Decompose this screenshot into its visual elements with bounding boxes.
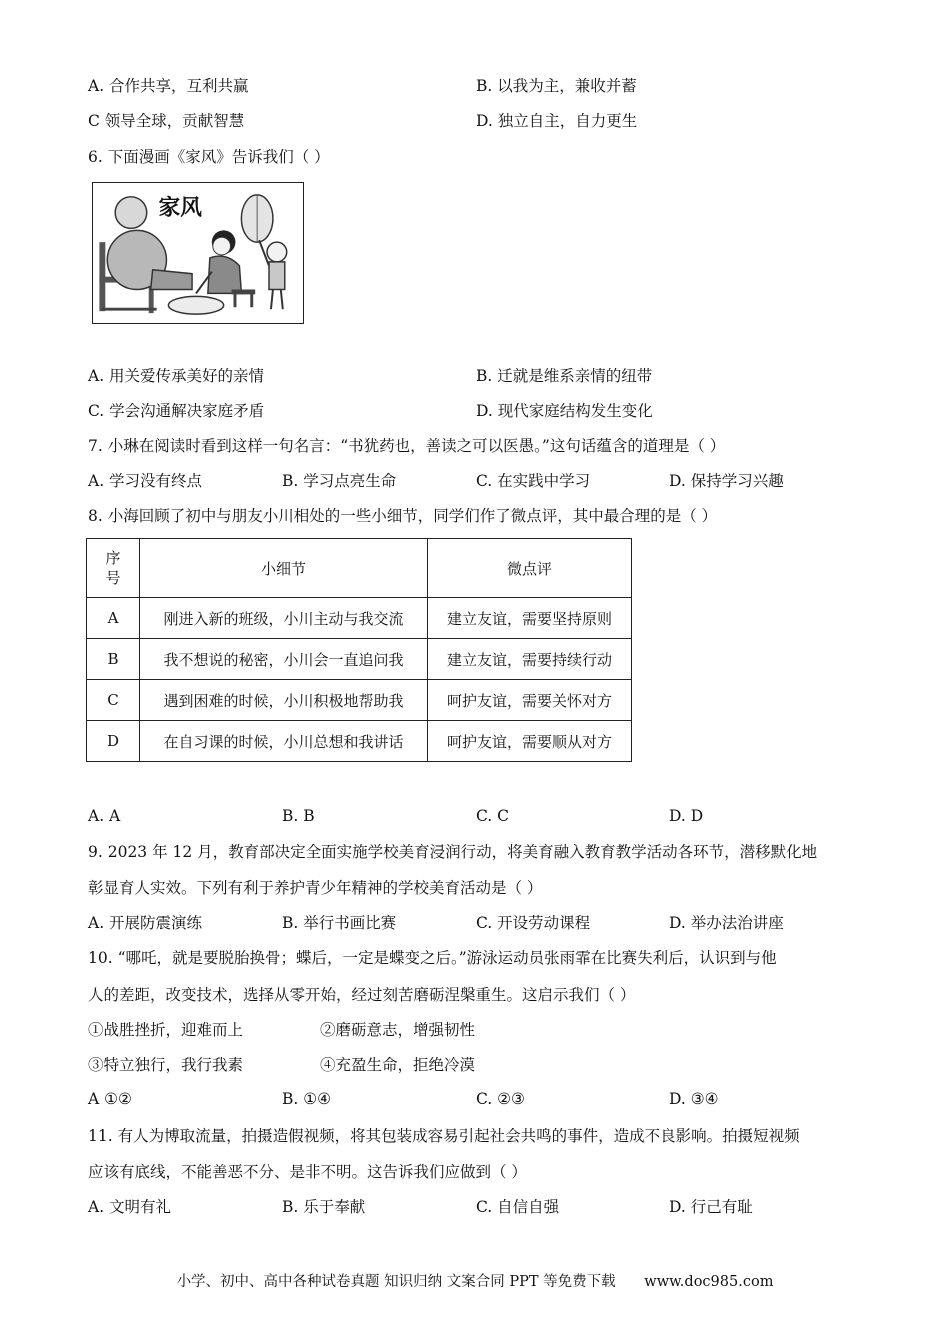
q10-option-b: B. ①④ bbox=[282, 1090, 332, 1108]
q10-option-c: C. ②③ bbox=[476, 1090, 525, 1108]
header-detail: 小细节 bbox=[140, 539, 428, 598]
q9-option-a: A. 开展防震演练 bbox=[88, 914, 203, 932]
q7-stem: 7. 小琳在阅读时看到这样一句名言：“书犹药也，善读之可以医愚。”这句话蕴含的道理是（ ） bbox=[88, 437, 726, 455]
q6-option-b: B. 迁就是维系亲情的纽带 bbox=[476, 367, 653, 385]
q6-option-a: A. 用关爱传承美好的亲情 bbox=[88, 367, 265, 385]
q11-option-c: C. 自信自强 bbox=[476, 1198, 560, 1216]
row-d-detail: 在自习课的时候，小川总想和我讲话 bbox=[140, 721, 428, 762]
q11-option-a: A. 文明有礼 bbox=[88, 1198, 172, 1216]
q8-option-b: B. B bbox=[282, 807, 315, 825]
q10-stem-line1: 10. “哪吒，就是要脱胎换骨；蝶后，一定是蝶变之后。”游泳运动员张雨霏在比赛失利后，认识到与他 bbox=[88, 949, 777, 967]
table-row bbox=[87, 721, 632, 762]
q6-option-c: C. 学会沟通解决家庭矛盾 bbox=[88, 402, 265, 420]
comic-title: 家风 bbox=[158, 195, 202, 221]
q9-stem-line2: 彰显育人实效。下列有利于养护青少年精神的学校美育活动是（ ） bbox=[88, 879, 543, 897]
q8-option-a: A. A bbox=[88, 807, 121, 825]
q9-option-c: C. 开设劳动课程 bbox=[476, 914, 591, 932]
row-c-detail: 遇到困难的时候，小川积极地帮助我 bbox=[140, 680, 428, 721]
row-c-label: C bbox=[87, 680, 140, 721]
footer-text: 小学、初中、高中各种试卷真题 知识归纳 文案合同 PPT 等免费下载 bbox=[176, 1274, 616, 1290]
q7-option-b: B. 学习点亮生命 bbox=[282, 472, 397, 490]
q10-stem-line2: 人的差距，改变技术，选择从零开始，经过刻苦磨砺涅槃重生。这启示我们（ ） bbox=[88, 986, 636, 1004]
table-header-row bbox=[87, 539, 632, 598]
q5-option-b: B. 以我为主，兼收并蓄 bbox=[476, 77, 637, 95]
row-d-comment: 呵护友谊，需要顺从对方 bbox=[428, 721, 632, 762]
q5-option-c: C 领导全球，贡献智慧 bbox=[88, 112, 245, 130]
q10-option-a: A ①② bbox=[88, 1090, 132, 1108]
q7-option-c: C. 在实践中学习 bbox=[476, 472, 591, 490]
q11-option-b: B. 乐于奉献 bbox=[282, 1198, 366, 1216]
q8-table bbox=[86, 538, 632, 762]
q10-item-4: ④充盈生命，拒绝冷漠 bbox=[320, 1056, 476, 1074]
page-footer bbox=[0, 1270, 950, 1291]
q6-stem: 6. 下面漫画《家风》告诉我们（ ） bbox=[88, 148, 330, 166]
q7-option-a: A. 学习没有终点 bbox=[88, 472, 203, 490]
header-seq bbox=[87, 539, 140, 598]
row-a-label: A bbox=[87, 598, 140, 639]
q6-option-d: D. 现代家庭结构发生变化 bbox=[476, 402, 653, 420]
q11-stem-line1: 11. 有人为博取流量，拍摄造假视频，将其包装成容易引起社会共鸣的事件，造成不良影响。拍摄短视频 bbox=[88, 1127, 800, 1145]
q11-option-d: D. 行己有耻 bbox=[669, 1198, 753, 1216]
q10-item-1: ①战胜挫折，迎难而上 bbox=[88, 1021, 244, 1039]
header-comment: 微点评 bbox=[428, 539, 632, 598]
q10-item-2: ②磨砺意志，增强韧性 bbox=[320, 1021, 476, 1039]
q5-option-a: A. 合作共享，互利共赢 bbox=[88, 77, 249, 95]
row-b-label: B bbox=[87, 639, 140, 680]
table-row bbox=[87, 598, 632, 639]
table-row bbox=[87, 680, 632, 721]
row-a-comment: 建立友谊，需要坚持原则 bbox=[428, 598, 632, 639]
q7-option-d: D. 保持学习兴趣 bbox=[669, 472, 784, 490]
q9-option-b: B. 举行书画比赛 bbox=[282, 914, 397, 932]
q9-stem-line1: 9. 2023 年 12 月，教育部决定全面实施学校美育浸润行动，将美育融入教育教学活动各环节，潜移默化地 bbox=[88, 843, 818, 861]
family-comic-illustration bbox=[92, 182, 304, 324]
row-d-label: D bbox=[87, 721, 140, 762]
q10-item-3: ③特立独行，我行我素 bbox=[88, 1056, 244, 1074]
row-b-comment: 建立友谊，需要持续行动 bbox=[428, 639, 632, 680]
q8-stem: 8. 小海回顾了初中与朋友小川相处的一些小细节，同学们作了微点评，其中最合理的是（ ） bbox=[88, 507, 718, 525]
q8-option-c: C. C bbox=[476, 807, 510, 825]
q10-option-d: D. ③④ bbox=[669, 1090, 719, 1108]
row-c-comment: 呵护友谊，需要关怀对方 bbox=[428, 680, 632, 721]
table-row bbox=[87, 639, 632, 680]
q5-option-d: D. 独立自主，自力更生 bbox=[476, 112, 638, 130]
row-b-detail: 我不想说的秘密，小川会一直追问我 bbox=[140, 639, 428, 680]
row-a-detail: 刚进入新的班级，小川主动与我交流 bbox=[140, 598, 428, 639]
footer-url[interactable]: www.doc985.com bbox=[644, 1274, 774, 1290]
q11-stem-line2: 应该有底线，不能善恶不分、是非不明。这告诉我们应做到（ ） bbox=[88, 1163, 527, 1181]
q8-option-d: D. D bbox=[669, 807, 704, 825]
header-seq-text: 序 号 bbox=[105, 549, 121, 587]
q9-option-d: D. 举办法治讲座 bbox=[669, 914, 784, 932]
